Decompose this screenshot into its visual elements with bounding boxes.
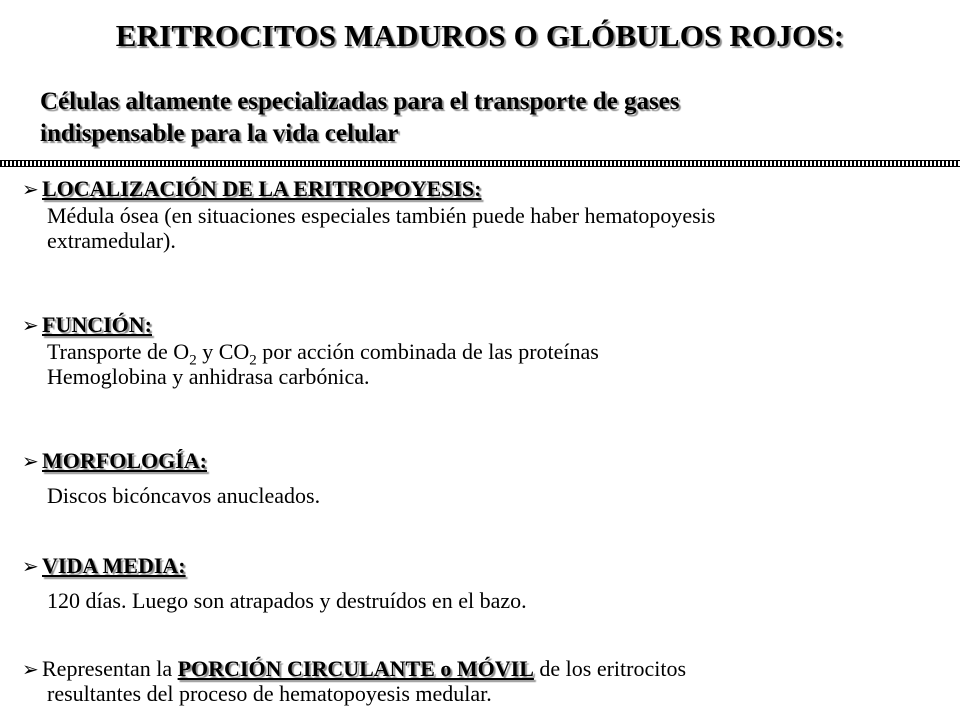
section-heading: [22, 448, 952, 475]
slide-title: ERITROCITOS MADUROS O GLÓBULOS ROJOS:: [115, 18, 845, 53]
body-line-2: extramedular).: [47, 228, 176, 253]
body-line-1: Discos bicóncavos anucleados.: [47, 483, 321, 508]
subscript: 2: [249, 352, 257, 369]
text-segment: por acción combinada de las proteínas: [256, 339, 599, 364]
section-heading: [22, 176, 952, 203]
subscript: 2: [189, 352, 197, 369]
subtitle-line-1: Células altamente especializadas para el transporte de gases: [40, 88, 680, 115]
section-heading: [22, 553, 952, 580]
text-segment: de los eritrocitos: [533, 656, 687, 681]
section-morfologia: [22, 448, 952, 508]
subtitle-line-2: indispensable para la vida celular: [40, 120, 399, 147]
section-heading: [22, 656, 952, 683]
section-vida-media: [22, 553, 952, 613]
body-line-2: Hemoglobina y anhidrasa carbónica.: [47, 364, 370, 389]
section-body: [47, 339, 952, 389]
section-label: MORFOLOGÍA:: [42, 448, 207, 473]
section-body: [47, 683, 952, 705]
body-line-1: [47, 339, 952, 369]
section-body: [47, 203, 952, 253]
text-segment: Representan la: [42, 656, 178, 681]
text-segment: Transporte de O: [47, 339, 190, 364]
section-body: [47, 588, 952, 613]
body-line-2: resultantes del proceso de hematopoyesis medular.: [47, 681, 492, 706]
divider-rule: [0, 160, 960, 167]
slide-subtitle: [40, 86, 940, 150]
arrow-bullet-icon: ➢: [22, 315, 39, 337]
body-line-1: 120 días. Luego son atrapados y destruídos en el bazo.: [47, 588, 527, 613]
section-porcion-circulante: [22, 656, 952, 705]
arrow-bullet-icon: ➢: [22, 659, 39, 681]
section-localizacion: [22, 176, 952, 253]
section-body: [47, 483, 952, 508]
section-label: FUNCIÓN:: [42, 312, 152, 337]
section-funcion: [22, 312, 952, 389]
arrow-bullet-icon: ➢: [22, 179, 39, 201]
section-label: VIDA MEDIA:: [42, 553, 186, 578]
section-label: LOCALIZACIÓN DE LA ERITROPOYESIS:: [42, 176, 482, 201]
body-line-1: Médula ósea (en situaciones especiales también puede haber hematopoyesis: [47, 203, 716, 228]
arrow-bullet-icon: ➢: [22, 451, 39, 473]
text-segment: y CO: [196, 339, 250, 364]
arrow-bullet-icon: ➢: [22, 556, 39, 578]
section-heading: [22, 312, 952, 339]
section-label: PORCIÓN CIRCULANTE o MÓVIL: [177, 656, 534, 681]
